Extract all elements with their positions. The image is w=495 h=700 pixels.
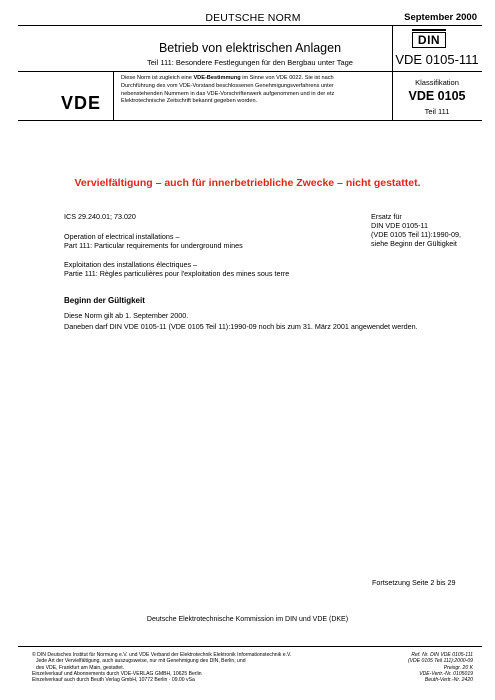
vde-notice-line: Durchführung des vom VDE-Vorstand beschlossenen Genehmigungsverfahrens unter bbox=[121, 82, 334, 89]
copyright-line: des VDE, Frankfurt am Main, gestattet. bbox=[36, 664, 125, 671]
committee-name: Deutsche Elektrotechnische Kommission im DIN und VDE (DKE) bbox=[146, 616, 349, 623]
replacement-line: DIN VDE 0105-11 bbox=[371, 221, 428, 230]
classification-value: VDE 0105 bbox=[408, 89, 466, 103]
vde-notice-line: Diese Norm ist zugleich eine VDE-Bestimmung im Sinne von VDE 0022. Sie ist nach bbox=[121, 75, 334, 81]
vde-notice-line: nebenstehenden Nummern in das VDE-Vorschriftenwerk aufgenommen und in der etz bbox=[121, 90, 335, 97]
document-title: Betrieb von elektrischen Anlagen bbox=[158, 41, 342, 55]
continuation-note: Fortsetzung Seite 2 bis 29 bbox=[372, 578, 456, 587]
publication-date: September 2000 bbox=[404, 12, 477, 23]
title-block-right-divider bbox=[392, 25, 393, 120]
header-top-rule bbox=[18, 25, 482, 26]
reproduction-warning: Vervielfältigung – auch für innerbetriebliche Zwecke – nicht gestattet. bbox=[74, 177, 421, 189]
din-logo-text: DIN bbox=[417, 33, 441, 47]
french-title-line: Partie 111: Règles particulières pour l'exploitation des mines sous terre bbox=[64, 269, 290, 278]
copyright-line: © DIN Deutsches Institut für Normung e.V. und VDE Verband der Elektrotechnik Elektronik Informationstechnik e.V. bbox=[32, 652, 292, 658]
document-subtitle: Teil 111: Besondere Festlegungen für den Bergbau unter Tage bbox=[147, 58, 353, 67]
copyright-footer bbox=[32, 652, 372, 683]
english-title-line: Part 111: Particular requirements for underground mines bbox=[64, 241, 243, 250]
validity-line: Diese Norm gilt ab 1. September 2000. bbox=[64, 311, 189, 320]
reference-line: Beuth-Vertr.-Nr. 2420 bbox=[424, 677, 473, 684]
classification-rule bbox=[392, 71, 482, 72]
classification-label: Klassifikation bbox=[415, 78, 459, 87]
replacement-line: Ersatz für bbox=[371, 212, 402, 221]
title-block-rule bbox=[18, 71, 392, 72]
standard-series-label: DEUTSCHE NORM bbox=[205, 12, 301, 24]
reference-line: VDE-Vertr.-Nr. 0105019 bbox=[419, 670, 473, 677]
copyright-line: Einzelverkauf und Abonnements durch VDE-VERLAG GMBH, 10625 Berlin bbox=[32, 670, 202, 677]
reference-line: (VDE 0105 Teil 111):2000-09 bbox=[407, 658, 473, 665]
copyright-line: Jede Art der Vervielfältigung, auch auszugsweise, nur mit Genehmigung des DIN, Berlin, und bbox=[36, 658, 246, 665]
copyright-line: Einzelverkauf auch durch Beuth Verlag GmbH, 10772 Berlin · 09.00 vSa bbox=[32, 677, 195, 684]
footer-top-rule bbox=[18, 646, 482, 647]
vde-logo: VDE bbox=[61, 93, 102, 113]
validity-heading: Beginn der Gültigkeit bbox=[64, 296, 145, 305]
replacement-line: (VDE 0105 Teil 11):1990-09, bbox=[371, 230, 462, 239]
english-title-line: Operation of electrical installations – bbox=[64, 232, 180, 241]
reference-line: Ref. Nr. DIN VDE 0105-111 bbox=[411, 652, 473, 658]
reference-line: Preisgr. 20 K bbox=[443, 664, 473, 671]
din-logo-bar bbox=[412, 29, 446, 31]
title-block-left-divider bbox=[113, 71, 114, 120]
title-block-bottom-rule bbox=[18, 120, 482, 121]
vde-notice bbox=[121, 75, 391, 106]
replacement-line: siehe Beginn der Gültigkeit bbox=[371, 239, 457, 248]
vde-notice-line: Elektrotechnische Zeitschrift bekannt gegeben worden. bbox=[121, 98, 258, 105]
reference-footer bbox=[343, 652, 473, 683]
replacement-note bbox=[371, 212, 481, 248]
classification-part: Teil 111 bbox=[424, 107, 450, 116]
din-logo bbox=[412, 32, 446, 48]
document-number: VDE 0105-111 bbox=[395, 52, 479, 67]
french-title-line: Exploitation des installations électriques – bbox=[64, 260, 198, 269]
validity-line: Daneben darf DIN VDE 0105-11 (VDE 0105 Teil 11):1990-09 noch bis zum 31. März 2001 angewendet werden. bbox=[64, 322, 418, 331]
ics-code: ICS 29.240.01; 73.020 bbox=[64, 212, 136, 221]
